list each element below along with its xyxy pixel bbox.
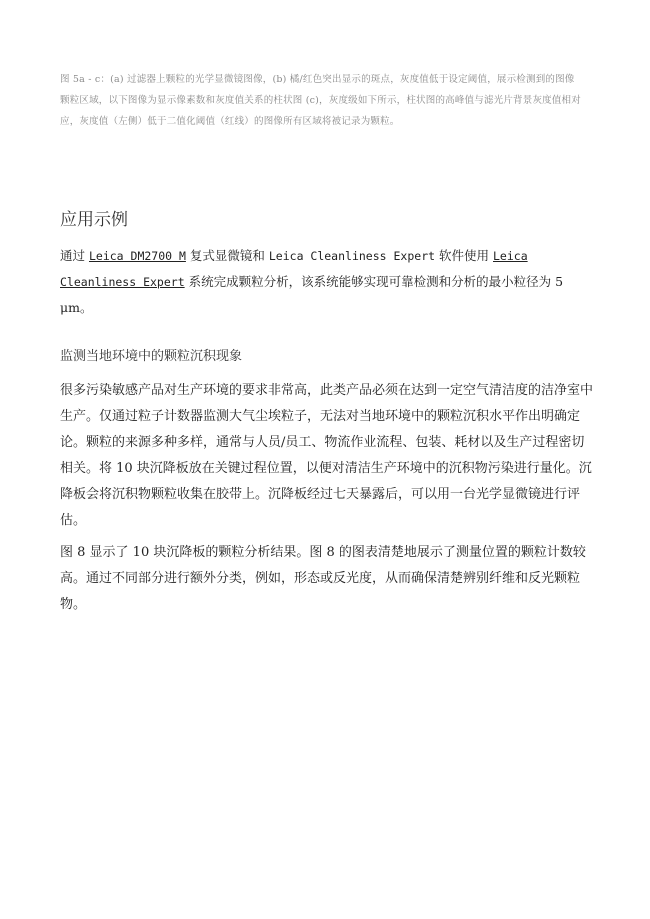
intro-text-2: 复式显微镜和: [185, 248, 269, 263]
caption-line-2: 颗粒区域，以下图像为显示像素数和灰度值关系的柱状图 (c)，灰度级如下所示，柱状图的高峰值与滤光片背景灰度值相对: [60, 95, 581, 106]
intro-text-4: 系统完成颗粒分析，该系统能够实现可靠检测和分析的最小粒径为 5 μm。: [60, 274, 564, 315]
dm2700-link[interactable]: Leica DM2700 M: [88, 249, 186, 263]
body-paragraph-2: 图 8 显示了 10 块沉降板的颗粒分析结果。图 8 的图表清楚地展示了测量位置的颗粒计数较高。通过不同部分进行额外分类，例如，形态或反光度，从而确保清楚辨别纤维和反光颗粒物。: [60, 545, 586, 612]
intro-text-1: 通过: [60, 248, 89, 263]
figure-caption: [60, 69, 600, 132]
section-title: 应用示例: [60, 210, 128, 230]
intro-paragraph: [60, 243, 590, 321]
body-paragraph-1: 很多污染敏感产品对生产环境的要求非常高，此类产品必须在达到一定空气清洁度的洁净室中生产。仅通过粒子计数器监测大气尘埃粒子，无法对当地环境中的颗粒沉积水平作出明确定论。颗粒的来源多种多样，通常与人员/员工、物流作业流程、包装、耗材以及生产过程密切相关。将 10 块沉降板放在关键过程位置，以便对清洁生产环境中的沉积物污染进行量化。沉降板会将沉积物颗粒收集在胶带上。沉降板经过七天暴露后，可以用一台光学显微镜进行评估。: [60, 383, 594, 528]
caption-line-3: 应，灰度值（左侧）低于二值化阈值（红线）的图像所有区域将被记录为颗粒。: [60, 116, 400, 127]
cleanliness-expert-link[interactable]: Leica Cleanliness Expert: [60, 249, 528, 289]
subheading: 监测当地环境中的颗粒沉积现象: [60, 349, 243, 364]
intro-text-3: 软件使用: [435, 248, 493, 263]
software-name: Leica Cleanliness Expert: [268, 249, 436, 263]
caption-line-1: 图 5a - c：(a) 过滤器上颗粒的光学显微镜图像，(b) 橘/红色突出显示的斑点，灰度值低于设定阈值，展示检测到的图像: [60, 74, 575, 85]
